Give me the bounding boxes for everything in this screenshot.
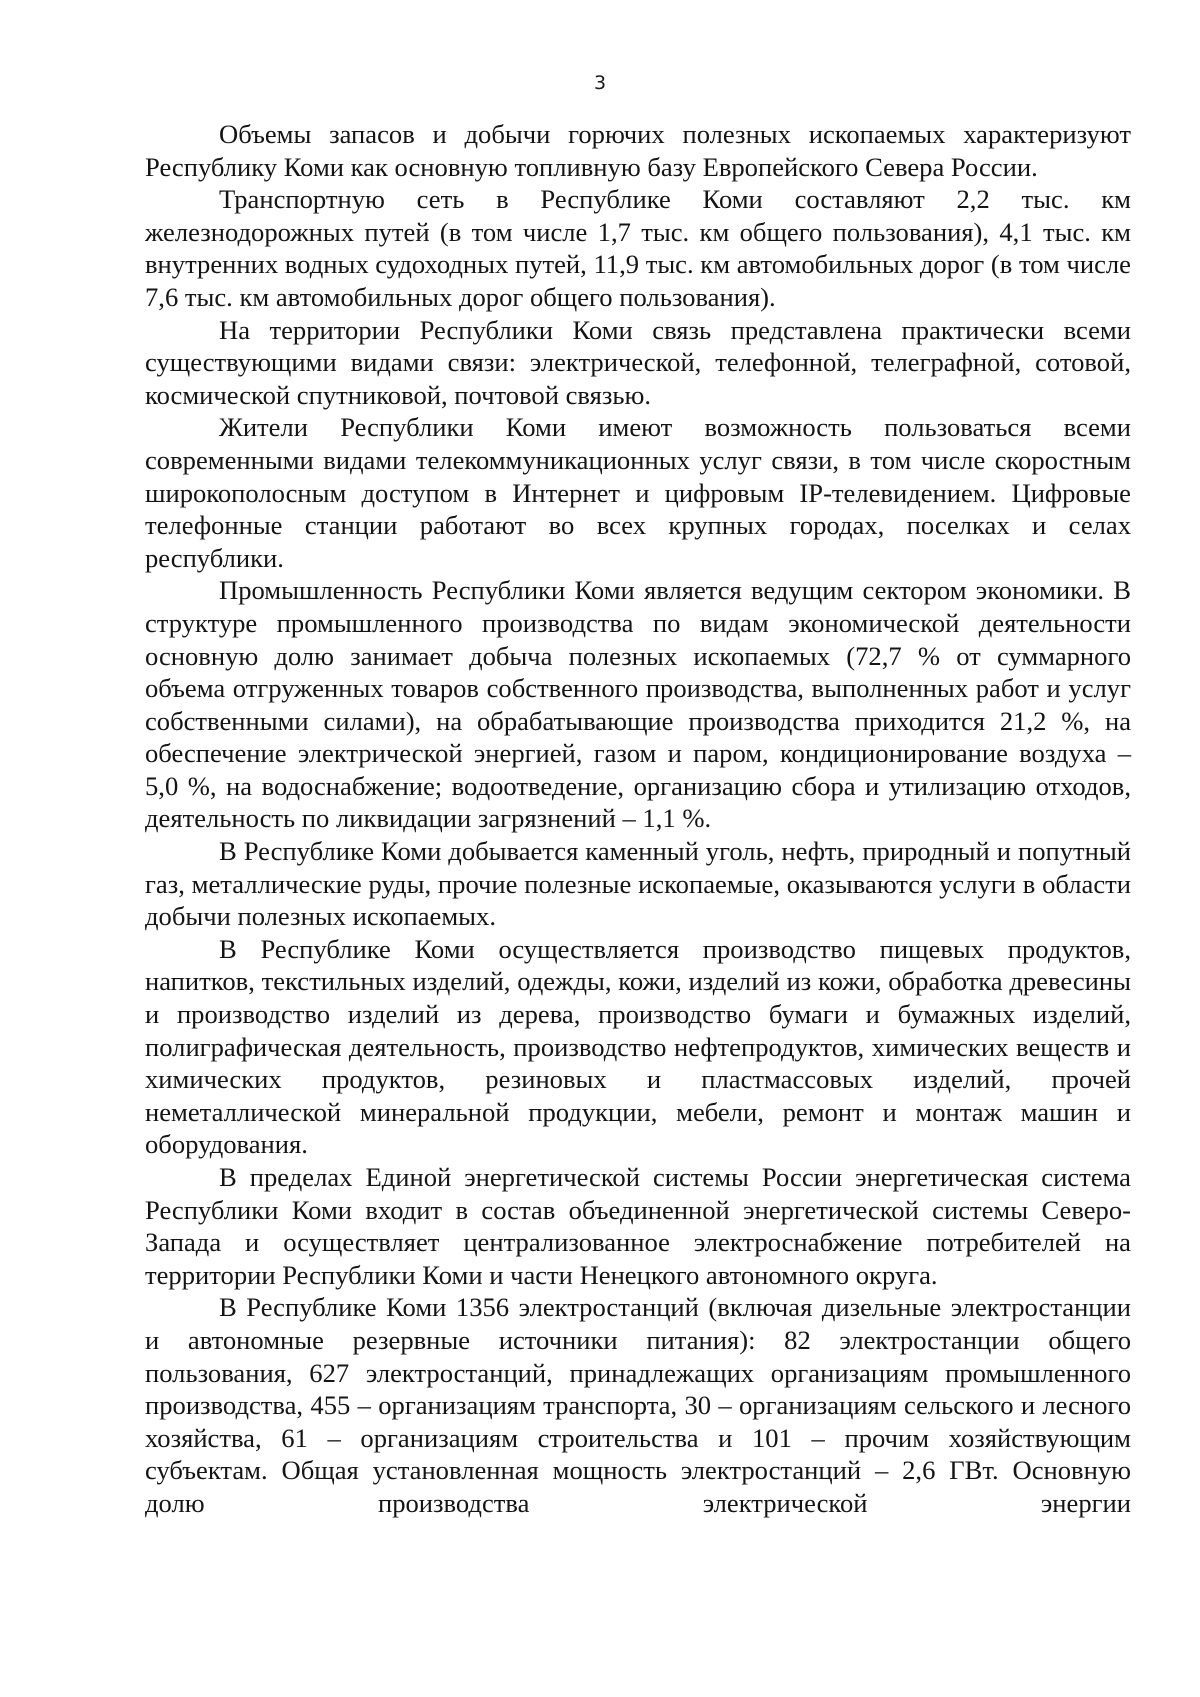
paragraph-communication: На территории Республики Коми связь представлена практически всеми существующими видами связи: электрической, телефонной, телеграфной, сотовой, космической спутниковой, почтовой связью. bbox=[145, 314, 1131, 410]
paragraph-energy-system: В пределах Единой энергетической системы России энергетическая система Республики Коми входит в состав объединенной энергетической системы Северо-Запада и осуществляет централизованное электроснабжение потребителей на территории Республики Коми и части Ненецкого автономного округа. bbox=[145, 1162, 1131, 1290]
document-body bbox=[145, 118, 1131, 1520]
paragraph-mining: В Республике Коми добывается каменный уголь, нефть, природный и попутный газ, металлические руды, прочие полезные ископаемые, оказываются услуги в области добычи полезных ископаемых. bbox=[145, 836, 1131, 932]
paragraph-power-stations: В Республике Коми 1356 электростанций (включая дизельные электростанции и автономные резервные источники питания): 82 электростанции общего пользования, 627 электростанций, принадлежащих организациям промышленного производства, 455 – организациям транспорта, 30 – организациям сельского и лесного хозяйства, 61 – организациям строительства и 101 – прочим хозяйствующим субъектам. Общая установленная мощность электростанций – 2,6 ГВт. Основную долю производства электрической энергии bbox=[145, 1292, 1131, 1518]
page-number: 3 bbox=[593, 72, 607, 94]
paragraph-transport: Транспортную сеть в Республике Коми составляют 2,2 тыс. км железнодорожных путей (в том числе 1,7 тыс. км общего пользования), 4,1 тыс. км внутренних водных судоходных путей, 11,9 тыс. км автомобильных дорог (в том числе 7,6 тыс. км автомобильных дорог общего пользования). bbox=[145, 184, 1131, 312]
paragraph-telecom: Жители Республики Коми имеют возможность пользоваться всеми современными видами телекоммуникационных услуг связи, в том числе скоростным широкополосным доступом в Интернет и цифровым IP-телевидением. Цифровые телефонные станции работают во всех крупных городах, поселках и селах республики. bbox=[145, 412, 1131, 573]
paragraph-industry: Промышленность Республики Коми является ведущим сектором экономики. В структуре промышленного производства по видам экономической деятельности основную долю занимает добыча полезных ископаемых (72,7 % от суммарного объема отгруженных товаров собственного производства, выполненных работ и услуг собственными силами), на обрабатывающие производства приходится 21,2 %, на обеспечение электрической энергией, газом и паром, кондиционирование воздуха – 5,0 %, на водоснабжение; водоотведение, организацию сбора и утилизацию отходов, деятельность по ликвидации загрязнений – 1,1 %. bbox=[145, 575, 1131, 834]
paragraph-fuel-base: Объемы запасов и добычи горючих полезных ископаемых характеризуют Республику Коми как основную топливную базу Европейского Севера России. bbox=[145, 119, 1131, 182]
paragraph-manufacturing: В Республике Коми осуществляется производство пищевых продуктов, напитков, текстильных изделий, одежды, кожи, изделий из кожи, обработка древесины и производство изделий из дерева, производство бумаги и бумажных изделий, полиграфическая деятельность, производство нефтепродуктов, химических веществ и химических продуктов, резиновых и пластмассовых изделий, прочей неметаллической минеральной продукции, мебели, ремонт и монтаж машин и оборудования. bbox=[145, 933, 1131, 1160]
